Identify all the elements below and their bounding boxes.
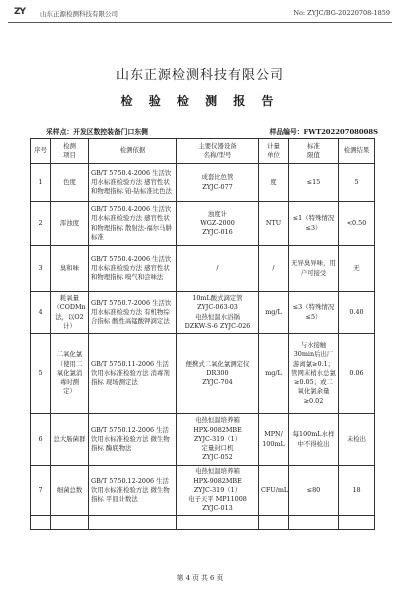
- sampling-location: 采样点：开发区数控装备门口东侧: [46, 128, 148, 136]
- cell-result: 无: [339, 246, 375, 292]
- cell-limit: 每100mL水样中不得检出: [289, 414, 339, 466]
- cell-no: 1: [31, 164, 51, 202]
- table-row: [31, 334, 375, 414]
- header-method: 检测依据: [89, 139, 177, 164]
- cell-unit: mg/L: [259, 292, 289, 334]
- cell-limit: 与水接触30min后出厂游离氯≥0.1；管网末梢水总氯≥0.05；或二氧化氯余量≥0.02: [289, 334, 339, 414]
- cell-unit: MPN/ 100mL: [259, 414, 289, 466]
- cell-item: 总大肠菌群: [51, 414, 89, 466]
- header-no: 序号: [31, 139, 51, 164]
- company-title: 山东正源检测科技有限公司: [115, 68, 284, 83]
- cell-item: 色度: [51, 164, 89, 202]
- cell-method: GB/T 5750.4-2006 生活饮用水标准检验方法 感官性状和物理指标 嗅气和尝味法: [89, 246, 177, 292]
- cell-unit: [259, 516, 289, 530]
- cell-unit: mg/L: [259, 334, 289, 414]
- cell-limit: 无异臭异味，用户可接受: [289, 246, 339, 292]
- header-limit: 标准 限值: [289, 139, 339, 164]
- cell-method: GB/T 5750.4-2006 生活饮用水标准检验方法 感官性状和物理指标 铂-钴标准比色法: [89, 164, 177, 202]
- cell-result: 0.06: [339, 334, 375, 414]
- cell-instrument: 成套比色管 ZYJC-077: [177, 164, 259, 202]
- cell-method: GB/T 5750.4-2006 生活饮用水标准检验方法 感官性状和物理指标 散射法-福尔马肼标准: [89, 202, 177, 246]
- cell-instrument: 浊度计 WGZ-2000 ZYJC-016: [177, 202, 259, 246]
- table-row: [31, 414, 375, 466]
- cell-no: 6: [31, 414, 51, 466]
- cell-method: GB/T 5750.12-2006 生活饮用水标准检验方法 微生物指标 平皿计数法: [89, 466, 177, 516]
- sample-number: 样品编号：FWT20220708008S: [269, 128, 378, 136]
- report-title: 检 验 检 测 报 告: [120, 94, 280, 108]
- cell-method: GB/T 5750.11-2006 生活饮用水标准检验方法 消毒剂指标 现场测定法: [89, 334, 177, 414]
- cell-no: 4: [31, 292, 51, 334]
- header-result: 检测结果: [339, 139, 375, 164]
- table-row: [31, 246, 375, 292]
- cell-unit: /: [259, 246, 289, 292]
- cell-result: 未检出: [339, 414, 375, 466]
- cell-result: 0.40: [339, 292, 375, 334]
- header-company-name: 山东正源检测科技有限公司: [40, 10, 118, 18]
- cell-limit: ≤3（特殊情况≤5）: [289, 292, 339, 334]
- header-instrument: 主要仪器设备 名称/型号: [177, 139, 259, 164]
- table-row: [31, 164, 375, 202]
- cell-no: 2: [31, 202, 51, 246]
- cell-method: GB/T 5750.12-2006 生活饮用水标准检验方法 微生物指标 酶底物法: [89, 414, 177, 466]
- cell-instrument: 10mL酸式滴定管 ZYJC-063-03 电热恒温水浴锅 DZKW-S-6 ZYJC-026: [177, 292, 259, 334]
- table-row: [31, 202, 375, 246]
- cell-result: <0.50: [339, 202, 375, 246]
- company-logo: ZY: [14, 7, 26, 17]
- cell-unit: CFU/mL: [259, 466, 289, 516]
- cell-limit: ≤15: [289, 164, 339, 202]
- cell-limit: ≤80: [289, 466, 339, 516]
- cell-item: 细菌总数: [51, 466, 89, 516]
- cell-unit: NTU: [259, 202, 289, 246]
- cell-instrument: 电热恒温培养箱 HPX-9082MBE ZYJC-319（1） 定量封口机 ZYJC-052: [177, 414, 259, 466]
- page-header: [8, 6, 392, 23]
- cell-no: 3: [31, 246, 51, 292]
- report-number: No: ZYJC/BG-20220708-1859: [293, 9, 390, 17]
- table-row: [31, 292, 375, 334]
- cell-item: 浑浊度: [51, 202, 89, 246]
- header-item: 检测 项目: [51, 139, 89, 164]
- cell-instrument: /: [177, 246, 259, 292]
- cell-unit: 度: [259, 164, 289, 202]
- cell-no: 5: [31, 334, 51, 414]
- cell-no: 7: [31, 466, 51, 516]
- table-header-row: [31, 139, 375, 164]
- cell-limit: [289, 516, 339, 530]
- cell-instrument: [177, 516, 259, 530]
- cell-result: [339, 516, 375, 530]
- header-unit: 计量 单位: [259, 139, 289, 164]
- page-footer: 第 4 页 共 6 页: [176, 574, 224, 582]
- cell-limit: ≤1（特殊情况≤3）: [289, 202, 339, 246]
- cell-result: 5: [339, 164, 375, 202]
- cell-instrument: 便携式二氧化氯测定仪 DR300 ZYJC-704: [177, 334, 259, 414]
- results-table: [30, 138, 375, 530]
- cell-no: [31, 516, 51, 530]
- cell-result: 18: [339, 466, 375, 516]
- cell-item: 臭和味: [51, 246, 89, 292]
- table-row: [31, 516, 375, 530]
- table-row: [31, 466, 375, 516]
- cell-item: 二氧化氯 （使用二 氧化氯消 毒时测 定）: [51, 334, 89, 414]
- cell-item: [51, 516, 89, 530]
- cell-item: 耗氧量 （CODMn法，以O2计）: [51, 292, 89, 334]
- cell-method: [89, 516, 177, 530]
- cell-method: GB/T 5750.7-2006 生活饮用水标准检验方法 有机物综合指标 酸性高锰酸钾滴定法: [89, 292, 177, 334]
- cell-instrument: 电热恒温培养箱 HPX-9082MBE ZYJC-319（1） 电子天平 MP11008 ZYJC-013: [177, 466, 259, 516]
